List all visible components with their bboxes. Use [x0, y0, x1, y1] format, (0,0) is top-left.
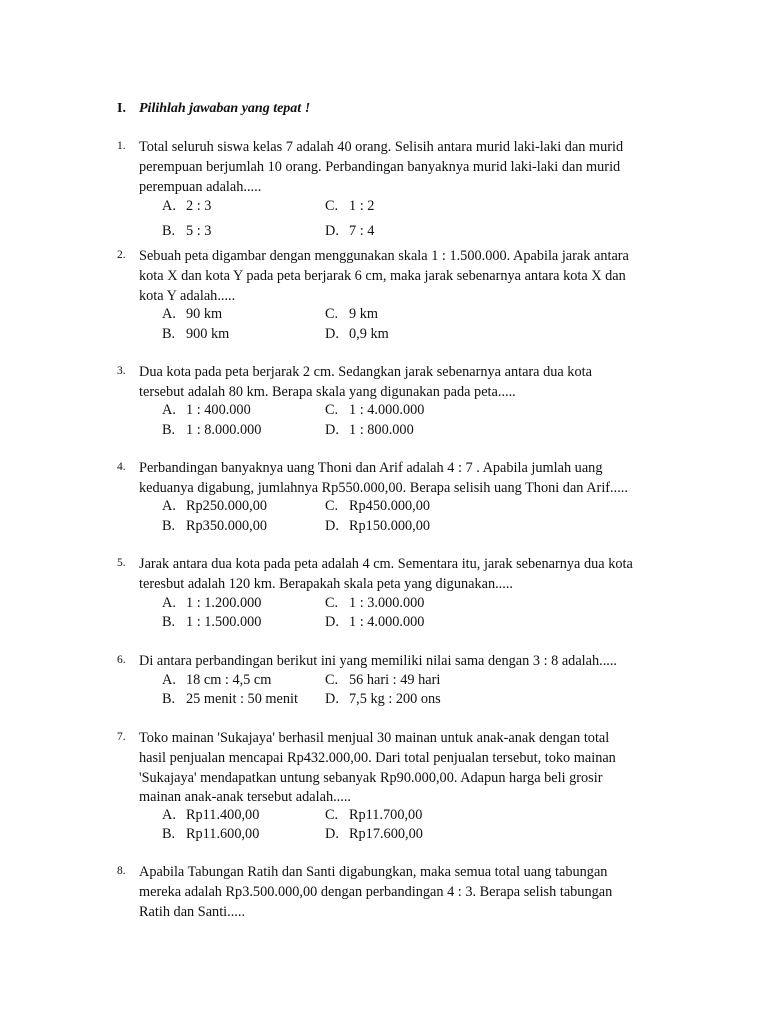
question-number: 5.: [117, 557, 126, 569]
option-c[interactable]: [325, 594, 424, 614]
option-a[interactable]: [162, 401, 251, 421]
option-letter: D.: [325, 614, 339, 630]
option-letter: A.: [162, 498, 176, 514]
option-b[interactable]: [162, 613, 261, 633]
option-letter: A.: [162, 807, 176, 823]
option-text: 1 : 2: [349, 198, 375, 214]
option-a[interactable]: [162, 806, 259, 826]
option-letter: D.: [325, 422, 339, 438]
question-line: mainan anak-anak tersebut adalah.....: [139, 789, 351, 805]
option-letter: B.: [162, 691, 176, 707]
option-letter: D.: [325, 691, 339, 707]
option-letter: C.: [325, 402, 339, 418]
option-c[interactable]: [325, 671, 440, 691]
option-letter: B.: [162, 518, 176, 534]
option-text: 2 : 3: [186, 198, 212, 214]
question-line: kota X dan kota Y pada peta berjarak 6 cm, maka jarak sebenarnya antara kota X dan: [139, 268, 626, 284]
option-text: Rp17.600,00: [349, 826, 423, 842]
option-text: 1 : 4.000.000: [349, 614, 425, 630]
option-text: 7 : 4: [349, 223, 375, 239]
option-b[interactable]: [162, 690, 298, 710]
option-c[interactable]: [325, 497, 430, 517]
option-d[interactable]: [325, 613, 424, 633]
question-line: kota Y adalah.....: [139, 288, 236, 304]
option-letter: B.: [162, 223, 176, 239]
option-b[interactable]: [162, 222, 211, 242]
option-b[interactable]: [162, 325, 229, 345]
option-text: Rp150.000,00: [349, 518, 431, 534]
option-text: 1 : 1.200.000: [186, 595, 262, 611]
option-text: Rp11.700,00: [349, 807, 423, 823]
question-line: Di antara perbandingan berikut ini yang memiliki nilai sama dengan 3 : 8 adalah.....: [139, 653, 618, 669]
option-letter: A.: [162, 595, 176, 611]
option-c[interactable]: [325, 401, 424, 421]
option-text: 7,5 kg : 200 ons: [349, 691, 441, 707]
question-line: mereka adalah Rp3.500.000,00 dengan perbandingan 4 : 3. Berapa selish tabungan: [139, 884, 613, 900]
option-text: 1 : 400.000: [186, 402, 251, 418]
option-text: 1 : 4.000.000: [349, 402, 425, 418]
question-number: 6.: [117, 654, 126, 666]
option-d[interactable]: [325, 825, 423, 845]
option-b[interactable]: [162, 517, 267, 537]
question-line: tersebut adalah 80 km. Berapa skala yang digunakan pada peta.....: [139, 384, 516, 400]
question-line: Perbandingan banyaknya uang Thoni dan Arif adalah 4 : 7 . Apabila jumlah uang: [139, 460, 603, 476]
option-letter: C.: [325, 306, 339, 322]
question-line: hasil penjualan mencapai Rp432.000,00. Dari total penjualan tersebut, toko mainan: [139, 750, 616, 766]
section-heading: [117, 101, 310, 117]
question-number: 7.: [117, 731, 126, 743]
option-a[interactable]: [162, 197, 211, 217]
option-letter: C.: [325, 672, 339, 688]
question-number: 1.: [117, 140, 126, 152]
option-a[interactable]: [162, 305, 222, 325]
question-number: 4.: [117, 461, 126, 473]
option-d[interactable]: [325, 325, 389, 345]
option-text: 900 km: [186, 326, 230, 342]
option-d[interactable]: [325, 517, 430, 537]
option-a[interactable]: [162, 594, 261, 614]
option-text: 1 : 8.000.000: [186, 422, 262, 438]
option-letter: D.: [325, 518, 339, 534]
option-d[interactable]: [325, 222, 374, 242]
option-b[interactable]: [162, 421, 261, 441]
option-letter: B.: [162, 826, 176, 842]
option-text: 90 km: [186, 306, 223, 322]
question-line: keduanya digabung, jumlahnya Rp550.000,00. Berapa selisih uang Thoni dan Arif.....: [139, 480, 628, 496]
option-b[interactable]: [162, 825, 259, 845]
question-line: teresbut adalah 120 km. Berapakah skala peta yang digunakan.....: [139, 576, 513, 592]
option-letter: A.: [162, 306, 176, 322]
option-text: 1 : 3.000.000: [349, 595, 425, 611]
option-letter: A.: [162, 402, 176, 418]
option-text: 25 menit : 50 menit: [186, 691, 298, 707]
option-text: 1 : 1.500.000: [186, 614, 262, 630]
option-d[interactable]: [325, 421, 414, 441]
option-text: 56 hari : 49 hari: [349, 672, 441, 688]
option-letter: D.: [325, 826, 339, 842]
section-title: Pilihlah jawaban yang tepat !: [139, 101, 311, 116]
option-letter: A.: [162, 672, 176, 688]
question-line: perempuan berjumlah 10 orang. Perbandingan banyaknya murid laki-laki dan murid: [139, 159, 621, 175]
option-c[interactable]: [325, 806, 422, 826]
option-letter: D.: [325, 223, 339, 239]
question-number: 8.: [117, 865, 126, 877]
option-letter: B.: [162, 326, 176, 342]
option-letter: C.: [325, 498, 339, 514]
option-d[interactable]: [325, 690, 441, 710]
question-line: Sebuah peta digambar dengan menggunakan skala 1 : 1.500.000. Apabila jarak antara: [139, 248, 629, 264]
option-text: Rp11.600,00: [186, 826, 260, 842]
option-text: 0,9 km: [349, 326, 389, 342]
question-line: Ratih dan Santi.....: [139, 904, 246, 920]
question-line: Toko mainan 'Sukajaya' berhasil menjual 30 mainan untuk anak-anak dengan total: [139, 730, 610, 746]
option-text: 5 : 3: [186, 223, 212, 239]
section-roman-numeral: I.: [117, 101, 126, 116]
option-text: 1 : 800.000: [349, 422, 414, 438]
option-text: Rp11.400,00: [186, 807, 260, 823]
option-letter: B.: [162, 422, 176, 438]
option-letter: C.: [325, 595, 339, 611]
option-letter: C.: [325, 807, 339, 823]
question-line: Apabila Tabungan Ratih dan Santi digabungkan, maka semua total uang tabungan: [139, 864, 608, 880]
question-line: Total seluruh siswa kelas 7 adalah 40 orang. Selisih antara murid laki-laki dan murid: [139, 139, 624, 155]
option-a[interactable]: [162, 671, 271, 691]
option-letter: B.: [162, 614, 176, 630]
question-line: perempuan adalah.....: [139, 179, 262, 195]
option-text: Rp350.000,00: [186, 518, 268, 534]
option-text: Rp250.000,00: [186, 498, 268, 514]
question-number: 3.: [117, 365, 126, 377]
question-number: 2.: [117, 249, 126, 261]
option-c[interactable]: [325, 305, 378, 325]
option-text: Rp450.000,00: [349, 498, 431, 514]
option-text: 18 cm : 4,5 cm: [186, 672, 272, 688]
option-text: 9 km: [349, 306, 378, 322]
option-letter: C.: [325, 198, 339, 214]
option-a[interactable]: [162, 497, 267, 517]
question-line: 'Sukajaya' mendapatkan untung sebanyak Rp90.000,00. Adapun harga beli grosir: [139, 770, 603, 786]
question-line: Jarak antara dua kota pada peta adalah 4 cm. Sementara itu, jarak sebenarnya dua kota: [139, 556, 633, 572]
option-letter: A.: [162, 198, 176, 214]
option-letter: D.: [325, 326, 339, 342]
question-line: Dua kota pada peta berjarak 2 cm. Sedangkan jarak sebenarnya antara dua kota: [139, 364, 592, 380]
option-c[interactable]: [325, 197, 374, 217]
